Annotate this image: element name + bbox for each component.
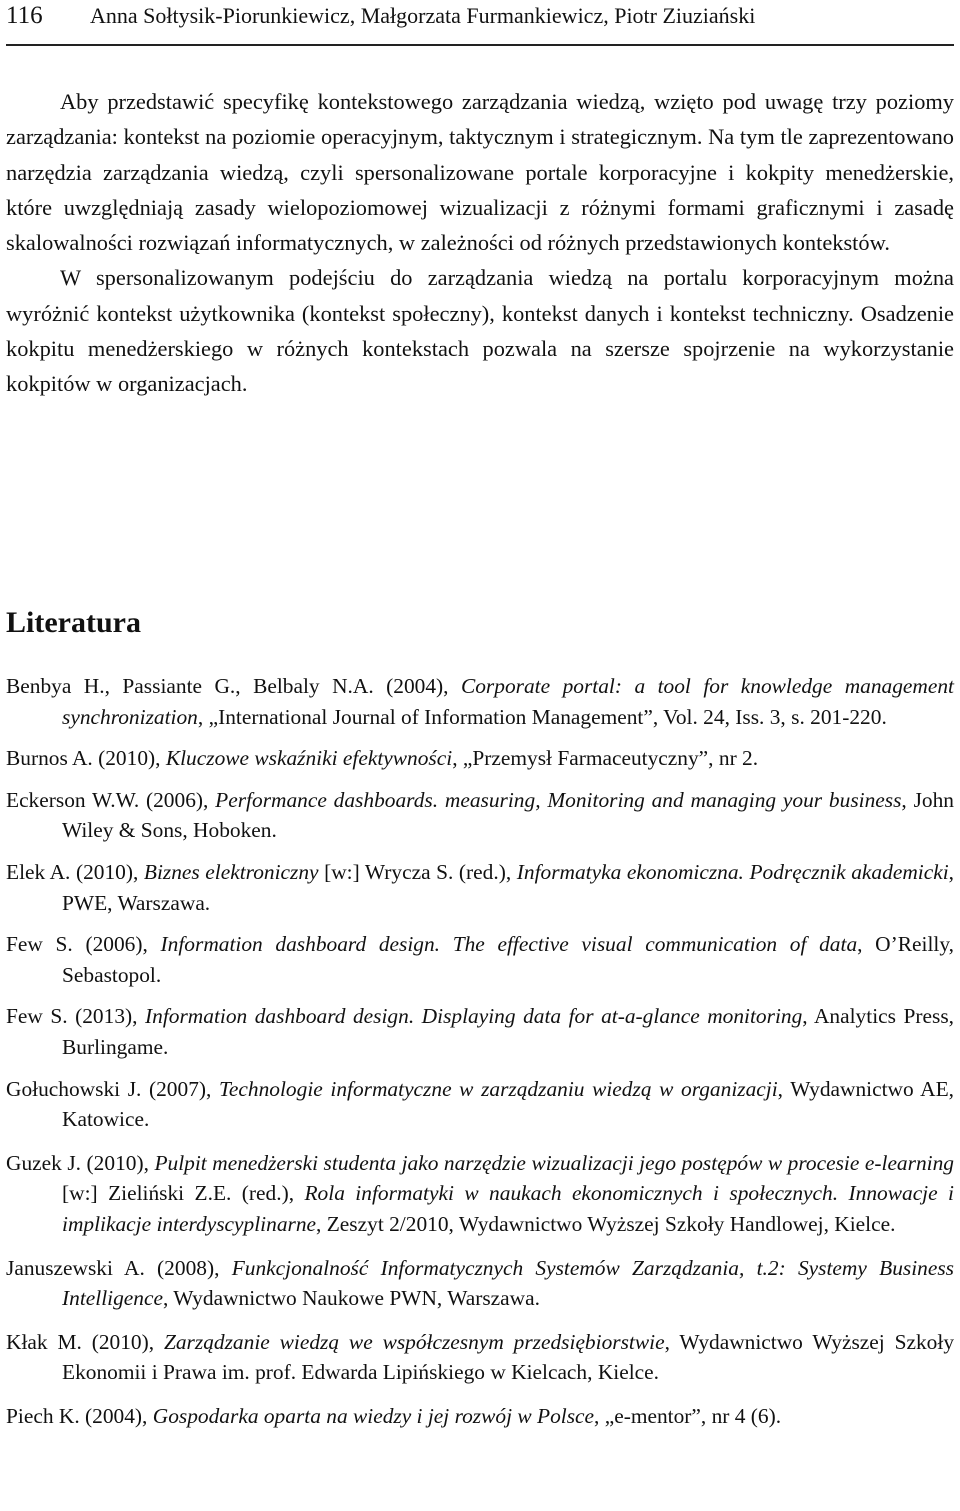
- reference-text: Benbya H., Passiante G., Belbaly N.A. (2004),: [6, 674, 461, 698]
- reference-text: , Zeszyt 2/2010, Wydawnictwo Wyższej Szkoły Handlowej, Kielce.: [316, 1211, 896, 1236]
- reference-text: Januszewski A. (2008),: [6, 1255, 232, 1280]
- reference-text: [w:] Zieliński Z.E. (red.),: [62, 1181, 305, 1206]
- header-authors: Anna Sołtysik-Piorunkiewicz, Małgorzata Furmankiewicz, Piotr Ziuziański: [90, 3, 756, 28]
- paragraph: Aby przedstawić specyfikę kontekstowego zarządzania wiedzą, wzięto pod uwagę trzy poziomy zarządzania: kontekst na poziomie operacyjnym, taktycznym i strategicznym. Na tym tle zaprezentowano narzędzia zarządzania wiedzą, czyli spersonalizowane portale korporacyjne i kokpity menedżerskie, które uwzględniają zasady wielopoziomowej wizualizacji z różnymi formami graficznymi i zasadę skalowalności rozwiązań informatycznych, w zależności od różnych przedstawionych kontekstów.: [6, 89, 954, 256]
- reference-text: , „Przemysł Farmaceutyczny”, nr 2.: [452, 746, 759, 771]
- reference-title: Gospodarka oparta na wiedzy i jej rozwój w Polsce: [152, 1403, 595, 1428]
- reference-title: Information dashboard design. The effective visual communication of data: [160, 932, 858, 957]
- reference-text: , Wydawnictwo Naukowe PWN, Warszawa.: [162, 1286, 540, 1311]
- reference-text: Kłak M. (2010),: [6, 1329, 164, 1354]
- reference-entry: [6, 857, 954, 918]
- reference-title: Pulpit menedżerski studenta jako narzędzie wizualizacji jego postępów w procesie e-learning: [154, 1150, 954, 1175]
- reference-text: Few S. (2006),: [6, 932, 161, 957]
- reference-entry: [6, 743, 954, 774]
- reference-title: Kluczowe wskaźniki efektywności: [165, 746, 453, 771]
- paragraph: W spersonalizowanym podejściu do zarządzania wiedzą na portalu korporacyjnym można wyróżnić kontekst użytkownika (kontekst społeczny), kontekst danych i kontekst techniczny. Osadzenie kokpitu menedżerskiego w różnych kontekstach pozwala na szersze spojrzenie na wykorzystanie kokpitów w organizacjach.: [6, 265, 954, 397]
- reference-title: Technologie informatyczne w zarządzaniu wiedzą w organizacji: [218, 1076, 778, 1101]
- reference-title: Corporate portal: a tool for knowledge management synchronization: [62, 674, 954, 729]
- reference-title: Performance dashboards. measuring, Monitoring and managing your business: [215, 787, 902, 812]
- reference-title: Funkcjonalność Informatycznych Systemów Zarządzania, t.2: Systemy Business Intelligence: [62, 1255, 954, 1311]
- reference-text: , John Wiley & Sons, Hoboken.: [62, 787, 954, 843]
- reference-text: , „e-mentor”, nr 4 (6).: [594, 1403, 782, 1428]
- running-header: [6, 0, 954, 46]
- reference-text: Elek A. (2010),: [6, 859, 144, 884]
- reference-entry: [6, 929, 954, 990]
- reference-entry: [6, 1401, 954, 1432]
- page-number: 116: [6, 2, 43, 29]
- reference-entry: [6, 1327, 954, 1388]
- reference-entry: [6, 785, 954, 846]
- reference-text: Piech K. (2004),: [6, 1403, 153, 1428]
- section-heading: Literatura: [6, 606, 141, 639]
- reference-text: , Wydawnictwo AE, Katowice.: [62, 1076, 955, 1132]
- reference-entry: [6, 1253, 954, 1314]
- reference-text: Eckerson W.W. (2006),: [6, 787, 216, 812]
- reference-entry: [6, 1074, 954, 1135]
- reference-text: Gołuchowski J. (2007),: [6, 1076, 219, 1101]
- reference-text: , Analytics Press, Burlingame.: [62, 1004, 954, 1059]
- reference-entry: [6, 1148, 954, 1240]
- reference-title: Informatyka ekonomiczna. Podręcznik akademicki: [516, 859, 949, 884]
- reference-text: Burnos A. (2010),: [6, 746, 166, 771]
- reference-text: , „International Journal of Information Management”, Vol. 24, Iss. 3, s. 201-220.: [197, 704, 887, 729]
- reference-entry: [6, 671, 954, 732]
- reference-title: Biznes elektroniczny: [143, 859, 319, 884]
- reference-title: Rola informatyki w naukach ekonomicznych i społecznych. Innowacje i implikacje interdyscyplinarne: [62, 1181, 954, 1236]
- reference-text: , PWE, Warszawa.: [62, 859, 954, 915]
- reference-entry: [6, 1001, 954, 1062]
- reference-title: Zarządzanie wiedzą we współczesnym przedsiębiorstwie: [163, 1329, 665, 1354]
- reference-text: Few S. (2013),: [6, 1004, 146, 1029]
- reference-text: , O’Reilly, Sebastopol.: [62, 932, 954, 987]
- reference-title: Information dashboard design. Displaying data for at-a-glance monitoring: [145, 1004, 803, 1029]
- reference-list: [6, 671, 954, 1431]
- reference-text: Guzek J. (2010),: [6, 1150, 155, 1175]
- body-text: [6, 84, 954, 402]
- reference-text: [w:] Wrycza S. (red.),: [318, 859, 517, 884]
- reference-text: , Wydawnictwo Wyższej Szkoły Ekonomii i Prawa im. prof. Edwarda Lipińskiego w Kielcach, Kielce.: [62, 1329, 955, 1385]
